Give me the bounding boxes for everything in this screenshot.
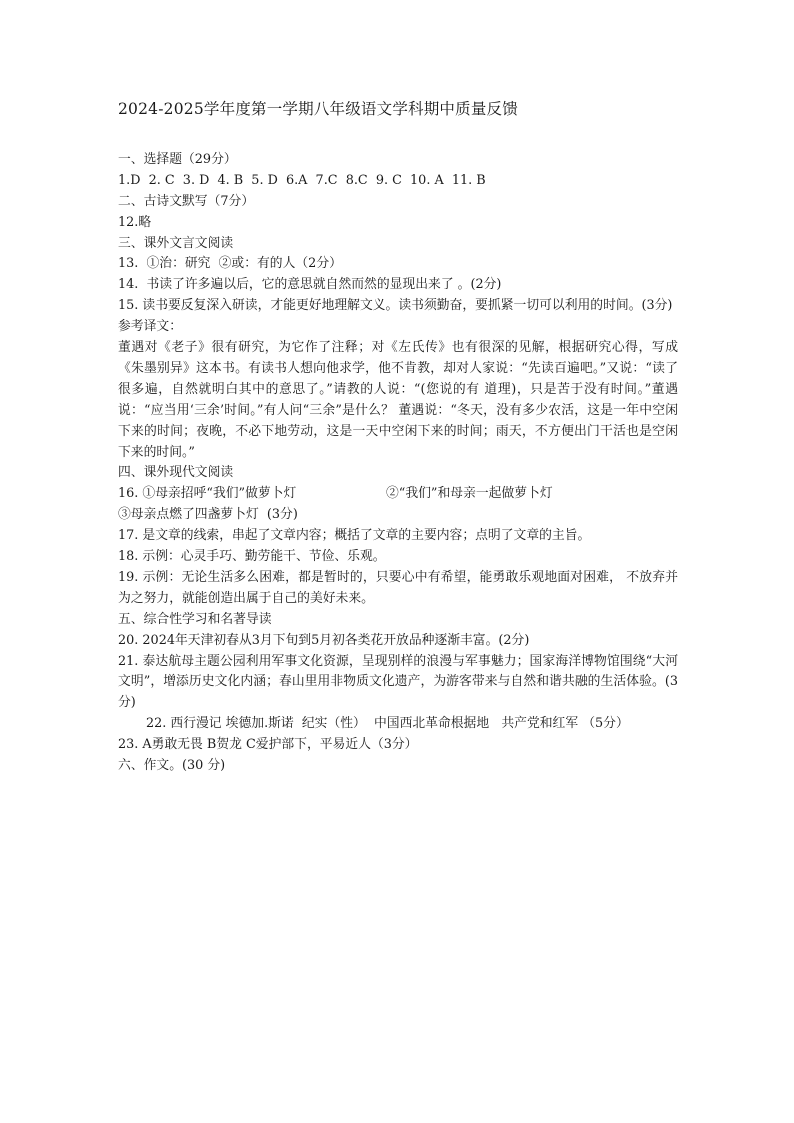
answer-part: 16. ①母亲招呼“我们”做萝卜灯 xyxy=(118,486,297,502)
section-heading: 五、综合性学习和名著导读 xyxy=(118,611,272,627)
section-heading: 一、选择题（29分） xyxy=(118,152,237,167)
answer-paragraph: 19. 示例：无论生活多么困难，都是暂时的，只要心中有希望，能勇敢乐观地面对困难， 不放弃并为之努力，就能创造出属于自己的美好未来。 xyxy=(118,569,678,606)
reference-translation: 董遇对《老子》很有研究，为它作了注释；对《左氏传》也有很深的见解，根据研究心得，写成《朱墨别异》这本书。有读书人想向他求学，他不肯教，却对人家说：“先读百遍吧。”又说：“读了很多遍，自然就明白其中的意思了。”请教的人说：“(您说的有 道理)，只是苦于没有时间。”董遇说：“应当用‘三余’时间。”有人问“三余”是什么？ 董遇说：“冬天，没有多少农活，这是一年中空闲下来的时间；夜晚，不必下地劳动，这是一天中空闲下来的时间；雨天，不方便出门干活也是空闲下来的时间。” xyxy=(118,340,678,460)
answer-line: 23. A勇敢无畏 B贺龙 C爱护部下，平易近人（3分） xyxy=(118,737,418,753)
section-heading: 二、古诗文默写（7分） xyxy=(118,193,255,209)
answer-paragraph: 21. 泰达航母主题公园利用军事文化资源，呈现别样的浪漫与军事魅力；国家海洋博物馆围绕“大河文明”，增添历史文化内涵；春山里用非物质文化遗产，为游客带来与自然和谐共融的生活体验。(3分) xyxy=(118,653,678,711)
answer-body xyxy=(118,150,678,777)
answer-line: 1.D 2. C 3. D 4. B 5. D 6.A 7.C 8.C 9. C 10. A 11. B xyxy=(118,172,486,188)
answer-line: 14. 书读了许多遍以后，它的意思就自然而然的显现出来了 。(2分) xyxy=(118,277,502,293)
answer-line xyxy=(118,484,678,505)
answer-line: 22. 西行漫记 埃德加.斯诺 纪实（性） 中国西北革命根据地 共产党和红军 （5分） xyxy=(146,716,629,732)
answer-part: ②“我们”和母亲一起做萝卜灯 xyxy=(386,486,553,502)
section-heading: 六、作文。(30 分) xyxy=(118,758,226,774)
section-heading: 四、课外现代文阅读 xyxy=(118,465,234,481)
answer-line: 18. 示例：心灵手巧、勤劳能干、节俭、乐观。 xyxy=(118,549,386,565)
answer-line: 12.略 xyxy=(118,214,152,230)
answer-line: 20. 2024年天津初春从3月下旬到5月初各类花开放品种逐渐丰富。(2分) xyxy=(118,632,530,648)
answer-line: 17. 是文章的线索，串起了文章内容；概括了文章的主要内容；点明了文章的主旨。 xyxy=(118,528,591,544)
answer-line: ③母亲点燃了四盏萝卜灯 (3分) xyxy=(118,507,298,523)
document-title: 2024-2025学年度第一学期八年级语文学科期中质量反馈 xyxy=(118,100,518,118)
answer-paragraph: 15. 读书要反复深入研读，才能更好地理解文义。读书须勤奋，要抓紧一切可以利用的时间。(3分) xyxy=(118,298,673,314)
reference-label: 参考译文： xyxy=(118,319,182,335)
section-heading: 三、课外文言文阅读 xyxy=(118,235,234,251)
answer-line: 13. ①治：研究 ②或：有的人（2分） xyxy=(118,256,342,272)
